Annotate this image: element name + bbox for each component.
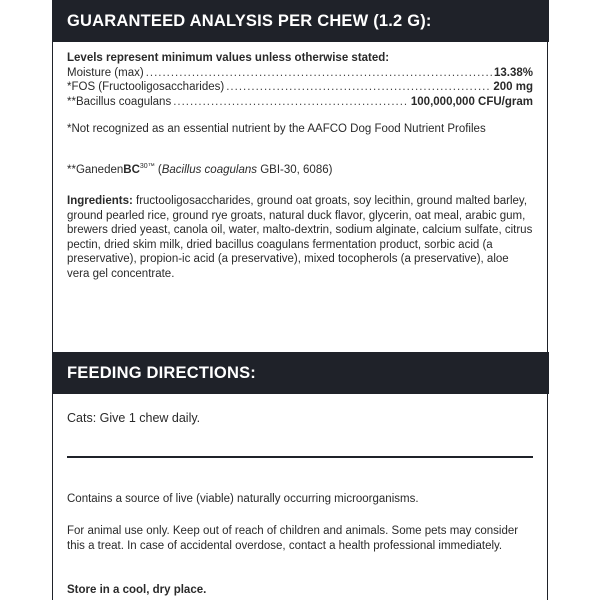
levels-note: Levels represent minimum values unless otherwise stated: [67,52,390,64]
analysis-row-bacillus: **Bacillus coagulans ..... 100,000,000 CFU/gram [67,95,533,110]
feeding-directions-header [53,352,549,394]
ingredients-label: Ingredients: [67,195,133,207]
guaranteed-analysis-header [53,0,549,42]
warning-note: For animal use only. Keep out of reach of children and animals. Some pets may consider this a treat. In case of accidental overdose, contact a health professional immediately. [67,525,519,552]
ingredients-text: fructooligosaccharides, ground oat groats, soy lecithin, ground malted barley, ground pearled rice, ground rye groats, natural duck flavor, glycerin, oat meal, arabic gum, brewers dried yeast, canola oil, water, malto-dextrin, sodium alginate, calcium sulfate, citrus pectin, dried skim milk, dried bacillus coagulans fermentation product, sorbic acid (a preservative), propion-ic acid (a preservative), mixed tocopherols (a preservative), aloe vera gel concentrate. [67,195,533,280]
ingredients-block [67,194,533,281]
footnote-aafco: *Not recognized as an essential nutrient by the AAFCO Dog Food Nutrient Profiles [67,123,486,135]
section-divider [67,456,533,458]
storage-note: Store in a cool, dry place. [67,584,207,596]
label-panel [52,0,548,600]
feeding-directions-text: Cats: Give 1 chew daily. [67,411,201,425]
feeding-directions-title: FEEDING DIRECTIONS: [67,363,256,382]
analysis-row-moisture: Moisture (max) ..... 13.38% [67,66,533,81]
analysis-table [67,51,533,109]
analysis-row-fos: *FOS (Fructooligosaccharides) ..... 200 mg [67,80,533,95]
footnote-ganeden: **GanedenBC$^{30™}$ (Bacillus coagulans GBI-30, 6086) [67,163,333,176]
live-microorganisms-note: Contains a source of live (viable) naturally occurring microorganisms. [67,493,419,505]
guaranteed-analysis-title: GUARANTEED ANALYSIS PER CHEW (1.2 G): [67,11,432,30]
